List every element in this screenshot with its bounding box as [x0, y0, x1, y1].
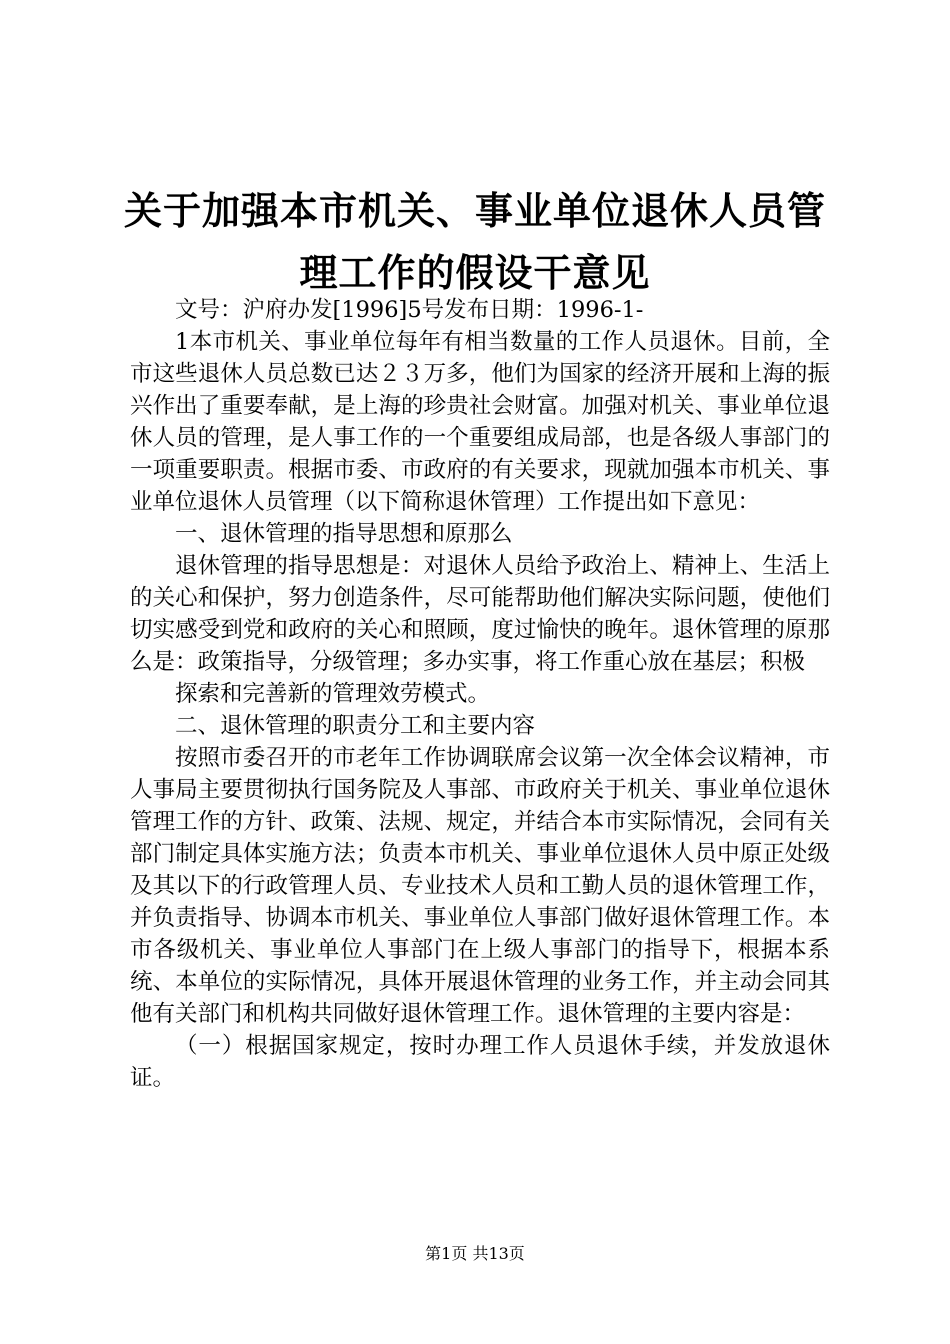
document-body — [130, 294, 830, 1094]
responsibilities-paragraph: 按照市委召开的市老年工作协调联席会议第一次全体会议精神，市人事局主要贯彻执行国务院及人事部、市政府关于机关、事业单位退休管理工作的方针、政策、法规、规定，并结合本市实际情况，会同有关部门制定具体实施方法；负责本市机关、事业单位退休人员中原正处级及其以下的行政管理人员、专业技术人员和工勤人员的退休管理工作，并负责指导、协调本市机关、事业单位人事部门做好退休管理工作。本市各级机关、事业单位人事部门在上级人事部门的指导下，根据本系统、本单位的实际情况，具体开展退休管理的业务工作，并主动会同其他有关部门和机构共同做好退休管理工作。退休管理的主要内容是： — [130, 745, 830, 1027]
intro-paragraph: 1本市机关、事业单位每年有相当数量的工作人员退休。目前，全市这些退休人员总数已达２３万多，他们为国家的经济开展和上海的振兴作出了重要奉献，是上海的珍贵社会财富。加强对机关、事业单位退休人员的管理，是人事工作的一个重要组成局部，也是各级人事部门的一项重要职责。根据市委、市政府的有关要求，现就加强本市机关、事业单位退休人员管理（以下简称退休管理）工作提出如下意见： — [130, 329, 830, 515]
guiding-principles-continued: 探索和完善新的管理效劳模式。 — [175, 681, 491, 707]
document-title: 关于加强本市机关、事业单位退休人员管理工作的假设干意见 — [123, 189, 826, 295]
page-footer: 第1页 共13页 — [425, 1244, 525, 1263]
item-1-paragraph: （一）根据国家规定，按时办理工作人员退休手续，并发放退休证。 — [130, 1033, 830, 1091]
section-heading-2: 二、退休管理的职责分工和主要内容 — [175, 713, 536, 739]
section-heading-1: 一、退休管理的指导思想和原那么 — [175, 521, 513, 547]
guiding-principles-paragraph: 退休管理的指导思想是：对退休人员给予政治上、精神上、生活上的关心和保护，努力创造条件，尽可能帮助他们解决实际问题，使他们切实感受到党和政府的关心和照顾，度过愉快的晚年。退休管理的原那么是：政策指导，分级管理；多办实事，将工作重心放在基层；积极 — [130, 553, 830, 675]
doc-number-line: 文号：沪府办发[1996]5号发布日期：1996-1- — [175, 297, 644, 323]
